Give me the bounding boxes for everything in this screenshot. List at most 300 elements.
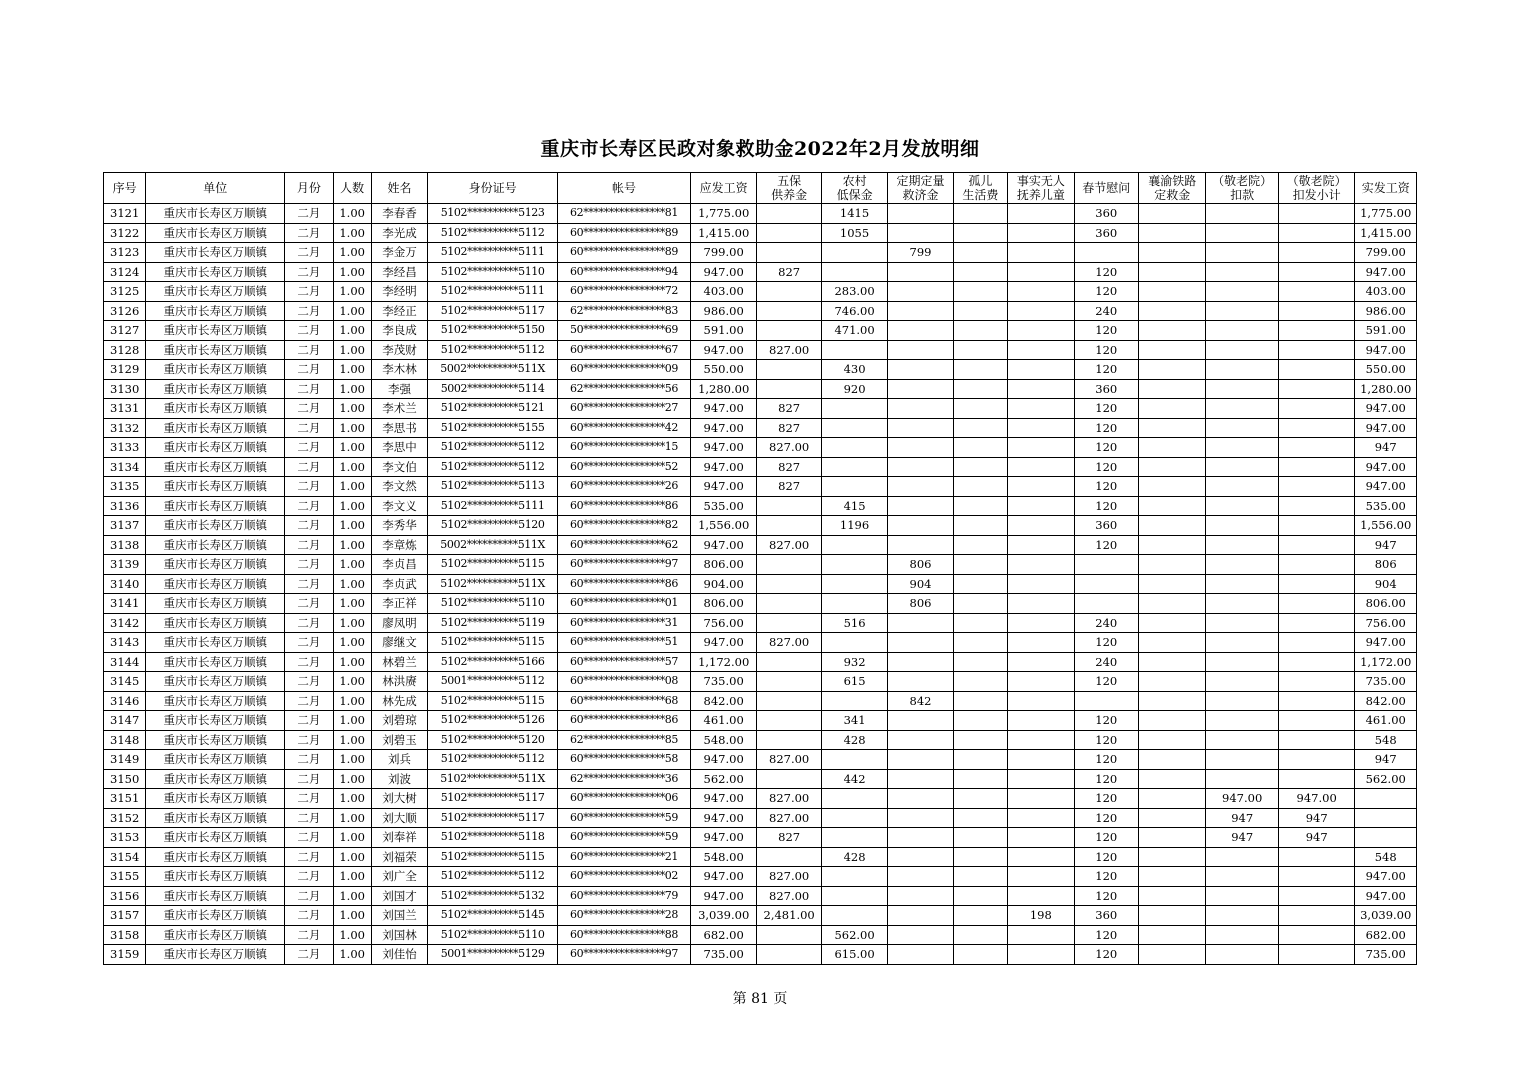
table-cell [953, 633, 1007, 653]
table-cell: 947.00 [690, 828, 756, 848]
table-cell [1138, 496, 1205, 516]
table-cell [1138, 301, 1205, 321]
table-cell: 60****************08 [558, 672, 691, 692]
table-cell [1206, 613, 1278, 633]
table-cell: 二月 [285, 223, 333, 243]
table-cell [1008, 243, 1074, 263]
table-cell: 二月 [285, 516, 333, 536]
table-cell [888, 906, 953, 926]
table-cell: 562.00 [690, 769, 756, 789]
table-cell [1278, 925, 1355, 945]
table-cell: 重庆市长寿区万顺镇 [146, 379, 285, 399]
table-cell: 3131 [104, 399, 146, 419]
table-cell [888, 672, 953, 692]
table-cell: 李金万 [371, 243, 427, 263]
table-cell: 947.00 [1355, 457, 1417, 477]
table-row [104, 847, 1417, 867]
table-cell: 重庆市长寿区万顺镇 [146, 516, 285, 536]
table-cell: 240 [1074, 652, 1138, 672]
table-cell [953, 321, 1007, 341]
table-cell [888, 223, 953, 243]
table-cell: 1.00 [333, 613, 371, 633]
table-cell: 60****************02 [558, 867, 691, 887]
table-cell: 李经明 [371, 282, 427, 302]
table-cell [1278, 652, 1355, 672]
table-cell: 240 [1074, 301, 1138, 321]
table-cell [821, 906, 887, 926]
table-cell: 5102**********5117 [428, 301, 558, 321]
table-cell: 60****************58 [558, 750, 691, 770]
table-cell [757, 301, 821, 321]
column-header: 襄渝铁路 定救金 [1138, 173, 1205, 204]
table-cell: 904 [888, 574, 953, 594]
table-cell: 重庆市长寿区万顺镇 [146, 574, 285, 594]
table-cell [953, 477, 1007, 497]
table-cell: 重庆市长寿区万顺镇 [146, 633, 285, 653]
table-cell [1008, 262, 1074, 282]
table-cell [1138, 652, 1205, 672]
table-cell: 1.00 [333, 886, 371, 906]
table-cell: 806.00 [690, 594, 756, 614]
table-cell: 李章炼 [371, 535, 427, 555]
table-cell: 60****************51 [558, 633, 691, 653]
table-cell: 3136 [104, 496, 146, 516]
table-cell: 重庆市长寿区万顺镇 [146, 418, 285, 438]
table-cell: 二月 [285, 282, 333, 302]
table-cell [1138, 633, 1205, 653]
table-cell [953, 613, 1007, 633]
table-cell: 1,775.00 [690, 204, 756, 224]
table-row [104, 399, 1417, 419]
table-cell [1008, 204, 1074, 224]
table-cell [888, 360, 953, 380]
table-cell: 1,415.00 [690, 223, 756, 243]
table-cell: 60****************15 [558, 438, 691, 458]
table-cell: 5102**********5123 [428, 204, 558, 224]
table-cell: 1.00 [333, 711, 371, 731]
column-header: 月份 [285, 173, 333, 204]
table-cell: 刘兵 [371, 750, 427, 770]
table-cell: 403.00 [690, 282, 756, 302]
table-cell [1008, 379, 1074, 399]
table-row [104, 906, 1417, 926]
table-cell: 重庆市长寿区万顺镇 [146, 399, 285, 419]
table-cell: 3139 [104, 555, 146, 575]
table-cell: 3,039.00 [690, 906, 756, 926]
table-cell: 403.00 [1355, 282, 1417, 302]
table-cell [1278, 457, 1355, 477]
table-cell: 120 [1074, 340, 1138, 360]
table-cell: 60****************28 [558, 906, 691, 926]
table-cell: 120 [1074, 457, 1138, 477]
table-cell: 827.00 [757, 867, 821, 887]
table-cell: 重庆市长寿区万顺镇 [146, 711, 285, 731]
table-cell [953, 691, 1007, 711]
table-cell [1138, 906, 1205, 926]
table-cell [1008, 789, 1074, 809]
table-cell: 827.00 [757, 750, 821, 770]
table-cell: 1.00 [333, 750, 371, 770]
table-cell: 重庆市长寿区万顺镇 [146, 867, 285, 887]
table-cell: 1.00 [333, 847, 371, 867]
table-cell: 1.00 [333, 282, 371, 302]
table-cell [1278, 223, 1355, 243]
table-cell: 615 [821, 672, 887, 692]
table-cell: 1.00 [333, 535, 371, 555]
table-cell: 341 [821, 711, 887, 731]
table-cell: 615.00 [821, 945, 887, 965]
table-cell [888, 321, 953, 341]
table-cell: 3151 [104, 789, 146, 809]
table-cell: 947.00 [690, 633, 756, 653]
table-cell: 二月 [285, 399, 333, 419]
table-cell: 1.00 [333, 321, 371, 341]
table-cell [1355, 789, 1417, 809]
table-row [104, 457, 1417, 477]
table-cell: 60****************52 [558, 457, 691, 477]
table-cell [953, 360, 1007, 380]
table-cell [1206, 769, 1278, 789]
table-cell [888, 808, 953, 828]
table-cell: 1,775.00 [1355, 204, 1417, 224]
table-cell: 60****************97 [558, 555, 691, 575]
table-cell [1278, 496, 1355, 516]
table-cell: 3133 [104, 438, 146, 458]
table-cell: 3124 [104, 262, 146, 282]
table-cell [1074, 555, 1138, 575]
table-cell: 重庆市长寿区万顺镇 [146, 496, 285, 516]
table-cell [953, 828, 1007, 848]
table-cell: 林碧兰 [371, 652, 427, 672]
table-cell: 二月 [285, 243, 333, 263]
table-cell: 3156 [104, 886, 146, 906]
table-cell: 刘碧琼 [371, 711, 427, 731]
table-cell: 60****************62 [558, 535, 691, 555]
table-cell [1278, 711, 1355, 731]
table-cell: 二月 [285, 574, 333, 594]
table-cell: 746.00 [821, 301, 887, 321]
table-cell [953, 438, 1007, 458]
table-cell: 1.00 [333, 730, 371, 750]
table-cell: 120 [1074, 399, 1138, 419]
table-cell: 二月 [285, 886, 333, 906]
table-cell: 李秀华 [371, 516, 427, 536]
table-cell: 李文伯 [371, 457, 427, 477]
table-cell: 120 [1074, 847, 1138, 867]
table-row [104, 282, 1417, 302]
table-cell [1008, 808, 1074, 828]
table-cell [953, 789, 1007, 809]
table-cell [1206, 886, 1278, 906]
table-cell: 1.00 [333, 496, 371, 516]
table-cell [1206, 906, 1278, 926]
table-row [104, 438, 1417, 458]
table-row [104, 633, 1417, 653]
table-cell [953, 418, 1007, 438]
table-cell: 5102**********5117 [428, 789, 558, 809]
table-cell: 60****************94 [558, 262, 691, 282]
column-header: 单位 [146, 173, 285, 204]
table-cell: 842 [888, 691, 953, 711]
table-cell [1008, 438, 1074, 458]
table-cell [1206, 379, 1278, 399]
table-cell [1206, 282, 1278, 302]
table-cell [888, 730, 953, 750]
table-cell: 5102**********5120 [428, 730, 558, 750]
table-cell: 3130 [104, 379, 146, 399]
table-cell [1138, 360, 1205, 380]
table-header [104, 173, 1417, 204]
table-cell: 5102**********5113 [428, 477, 558, 497]
table-cell [757, 360, 821, 380]
table-cell: 3142 [104, 613, 146, 633]
table-cell: 重庆市长寿区万顺镇 [146, 555, 285, 575]
table-cell [1008, 496, 1074, 516]
table-cell [821, 691, 887, 711]
table-cell: 重庆市长寿区万顺镇 [146, 691, 285, 711]
table-cell [1278, 633, 1355, 653]
table-cell [757, 496, 821, 516]
table-cell: 430 [821, 360, 887, 380]
table-cell: 重庆市长寿区万顺镇 [146, 340, 285, 360]
table-cell [757, 204, 821, 224]
table-cell: 李茂财 [371, 340, 427, 360]
table-cell [757, 555, 821, 575]
table-cell: 二月 [285, 789, 333, 809]
table-cell: 5102**********5119 [428, 613, 558, 633]
table-cell [888, 828, 953, 848]
table-cell [1074, 574, 1138, 594]
table-cell: 5002**********511X [428, 535, 558, 555]
table-cell [888, 867, 953, 887]
table-cell: 60****************21 [558, 847, 691, 867]
table-cell: 3146 [104, 691, 146, 711]
table-cell: 3,039.00 [1355, 906, 1417, 926]
table-row [104, 223, 1417, 243]
table-cell [953, 945, 1007, 965]
table-cell [1138, 730, 1205, 750]
table-cell [1206, 243, 1278, 263]
table-cell: 5102**********5166 [428, 652, 558, 672]
table-cell: 3143 [104, 633, 146, 653]
table-cell: 1.00 [333, 204, 371, 224]
table-cell [1206, 867, 1278, 887]
table-cell: 5102**********5126 [428, 711, 558, 731]
table-cell: 947 [1278, 808, 1355, 828]
table-cell: 947.00 [690, 535, 756, 555]
table-cell: 735.00 [1355, 672, 1417, 692]
table-cell [953, 574, 1007, 594]
table-cell: 461.00 [690, 711, 756, 731]
table-cell: 重庆市长寿区万顺镇 [146, 594, 285, 614]
table-cell: 60****************86 [558, 711, 691, 731]
table-cell: 李术兰 [371, 399, 427, 419]
table-cell [1355, 808, 1417, 828]
table-cell [1138, 847, 1205, 867]
table-cell: 120 [1074, 867, 1138, 887]
table-row [104, 477, 1417, 497]
table-cell [1278, 204, 1355, 224]
table-cell: 240 [1074, 613, 1138, 633]
table-cell [1008, 340, 1074, 360]
table-cell [888, 399, 953, 419]
table-cell: 刘大树 [371, 789, 427, 809]
table-cell: 5102**********5112 [428, 867, 558, 887]
column-header: 五保 供养金 [757, 173, 821, 204]
table-cell: 1.00 [333, 555, 371, 575]
table-cell [1206, 750, 1278, 770]
table-cell: 5001**********5129 [428, 945, 558, 965]
table-cell [1278, 906, 1355, 926]
table-cell [953, 243, 1007, 263]
table-cell: 5102**********5112 [428, 457, 558, 477]
table-cell: 二月 [285, 945, 333, 965]
table-cell [888, 477, 953, 497]
table-cell: 二月 [285, 711, 333, 731]
table-row [104, 867, 1417, 887]
column-header: 春节慰问 [1074, 173, 1138, 204]
table-cell [1138, 672, 1205, 692]
table-cell: 60****************59 [558, 828, 691, 848]
table-cell [1206, 418, 1278, 438]
table-cell: 62****************85 [558, 730, 691, 750]
table-cell: 735.00 [690, 672, 756, 692]
table-cell: 二月 [285, 769, 333, 789]
table-cell: 1.00 [333, 574, 371, 594]
table-cell: 5102**********5112 [428, 750, 558, 770]
table-cell: 二月 [285, 867, 333, 887]
table-cell [1278, 516, 1355, 536]
table-cell: 827.00 [757, 789, 821, 809]
table-cell: 刘碧玉 [371, 730, 427, 750]
table-row [104, 652, 1417, 672]
table-cell: 重庆市长寿区万顺镇 [146, 906, 285, 926]
table-cell: 3135 [104, 477, 146, 497]
table-cell: 1.00 [333, 516, 371, 536]
table-cell [757, 516, 821, 536]
table-cell: 重庆市长寿区万顺镇 [146, 321, 285, 341]
table-cell: 1.00 [333, 769, 371, 789]
table-cell [888, 711, 953, 731]
table-cell: 947.00 [1355, 340, 1417, 360]
table-cell: 3149 [104, 750, 146, 770]
table-cell: 重庆市长寿区万顺镇 [146, 301, 285, 321]
table-cell: 3159 [104, 945, 146, 965]
table-cell: 二月 [285, 418, 333, 438]
table-cell: 827 [757, 477, 821, 497]
table-cell: 李正祥 [371, 594, 427, 614]
table-cell: 5102**********5110 [428, 262, 558, 282]
table-cell: 947.00 [690, 886, 756, 906]
table-cell: 李文然 [371, 477, 427, 497]
table-cell: 428 [821, 730, 887, 750]
table-cell: 120 [1074, 438, 1138, 458]
table-cell: 李文义 [371, 496, 427, 516]
table-cell: 二月 [285, 438, 333, 458]
table-cell [1008, 223, 1074, 243]
table-cell [1138, 243, 1205, 263]
table-cell: 廖凤明 [371, 613, 427, 633]
table-cell [757, 925, 821, 945]
table-cell: 5102**********511X [428, 574, 558, 594]
table-cell [1008, 516, 1074, 536]
table-cell [1138, 535, 1205, 555]
table-cell: 360 [1074, 906, 1138, 926]
table-cell [1206, 457, 1278, 477]
table-cell: 947.00 [690, 340, 756, 360]
table-cell [888, 262, 953, 282]
table-cell: 62****************56 [558, 379, 691, 399]
table-cell: 198 [1008, 906, 1074, 926]
table-cell [1138, 477, 1205, 497]
table-cell: 947.00 [690, 399, 756, 419]
table-cell [1138, 438, 1205, 458]
table-cell: 947.00 [690, 262, 756, 282]
table-cell: 重庆市长寿区万顺镇 [146, 886, 285, 906]
table-cell: 二月 [285, 477, 333, 497]
table-cell [757, 652, 821, 672]
table-cell [1278, 379, 1355, 399]
table-cell [757, 691, 821, 711]
table-cell: 947.00 [1355, 477, 1417, 497]
table-cell [757, 711, 821, 731]
table-cell: 林先成 [371, 691, 427, 711]
table-cell: 120 [1074, 496, 1138, 516]
table-cell: 3134 [104, 457, 146, 477]
table-cell [1206, 555, 1278, 575]
table-cell: 重庆市长寿区万顺镇 [146, 438, 285, 458]
table-cell: 刘国才 [371, 886, 427, 906]
table-cell [821, 457, 887, 477]
table-cell: 120 [1074, 711, 1138, 731]
table-cell: 5102**********5132 [428, 886, 558, 906]
column-header: 身份证号 [428, 173, 558, 204]
table-row [104, 925, 1417, 945]
table-cell [953, 594, 1007, 614]
table-row [104, 340, 1417, 360]
table-cell [1278, 613, 1355, 633]
table-cell: 947.00 [690, 867, 756, 887]
table-cell [1206, 535, 1278, 555]
table-cell: 548 [1355, 847, 1417, 867]
table-cell: 二月 [285, 496, 333, 516]
table-cell [757, 730, 821, 750]
table-cell: 3158 [104, 925, 146, 945]
table-cell [1206, 321, 1278, 341]
table-cell [757, 282, 821, 302]
table-cell [1278, 691, 1355, 711]
table-cell [888, 925, 953, 945]
table-cell: 986.00 [1355, 301, 1417, 321]
table-cell: 5102**********5111 [428, 243, 558, 263]
table-cell: 360 [1074, 223, 1138, 243]
table-cell: 120 [1074, 750, 1138, 770]
table-cell [1206, 477, 1278, 497]
table-cell: 756.00 [1355, 613, 1417, 633]
table-cell: 5102**********5112 [428, 223, 558, 243]
table-cell [888, 847, 953, 867]
table-cell: 5002**********5114 [428, 379, 558, 399]
column-header: 事实无人 抚养儿童 [1008, 173, 1074, 204]
table-cell: 60****************42 [558, 418, 691, 438]
table-cell: 806.00 [690, 555, 756, 575]
table-cell: 806 [888, 594, 953, 614]
table-row [104, 555, 1417, 575]
table-cell [1008, 769, 1074, 789]
table-cell [888, 282, 953, 302]
table-cell: 二月 [285, 691, 333, 711]
table-cell: 1.00 [333, 828, 371, 848]
